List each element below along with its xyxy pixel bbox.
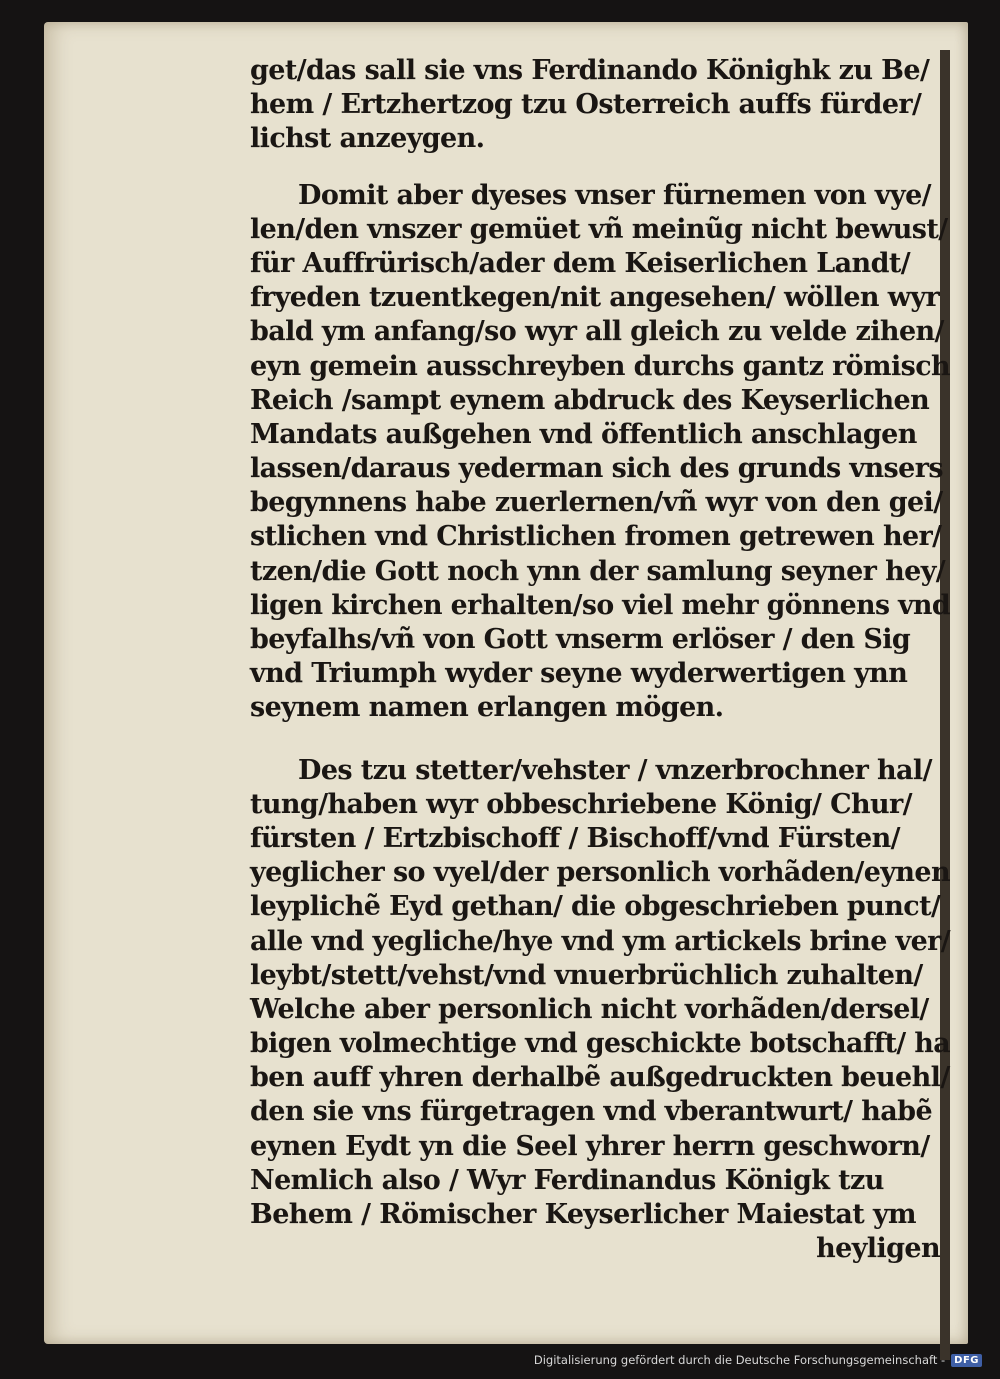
text-line: Domit aber dyeses vnser fürnemen von vye/ [298, 179, 931, 211]
text-line: Mandats außgehen vnd öffentlich anschlagen [250, 418, 917, 450]
text-line: ben auff yhren derhalbẽ außgedruckten beuehl/ [250, 1062, 950, 1094]
text-line: bigen volmechtige vnd geschickte botschafft/ ha [250, 1028, 950, 1060]
text-line: alle vnd yegliche/hye vnd ym artickels brine ver/ [250, 925, 950, 957]
text-line: beyfalhs/vñ von Gott vnserm erlöser / den Sig [250, 624, 911, 655]
text-line: für Auffrürisch/ader dem Keiserlichen Landt/ [250, 247, 910, 279]
text-line: tung/haben wyr obbeschriebene König/ Chur/ [250, 788, 912, 820]
text-line: Nemlich also / Wyr Ferdinandus Königk tzu [250, 1164, 884, 1196]
text-line: leyplichẽ Eyd gethan/ die obgeschrieben punct/ [250, 891, 941, 923]
text-line: Des tzu stetter/vehster / vnzerbrochner hal/ [298, 754, 932, 786]
text-line: get/das sall sie vns Ferdinando Könighk zu Be/ [250, 55, 930, 86]
text-line: eynen Eydt yn die Seel yhrer herrn geschworn/ [250, 1130, 930, 1162]
page-text [250, 54, 950, 1266]
paragraph-1 [250, 54, 950, 157]
catchword: heyligen [816, 1233, 940, 1265]
text-line: hem / Ertzhertzog tzu Osterreich auffs fürder/ [250, 89, 922, 121]
digitization-footer [534, 1349, 982, 1371]
dfg-logo: DFG [951, 1354, 982, 1367]
text-line: begynnens habe zuerlernen/vñ wyr von den gei/ [250, 487, 943, 519]
paragraph-3 [250, 754, 950, 1267]
text-line: lichst anzeygen. [250, 123, 485, 155]
text-line: fürsten / Ertzbischoff / Bischoff/vnd Fürsten/ [250, 822, 900, 854]
text-line: stlichen vnd Christlichen fromen getrewen her/ [250, 521, 942, 553]
text-line: vnd Triumph wyder seyne wyderwertigen ynn [250, 658, 908, 690]
text-line: seynem namen erlangen mögen. [250, 692, 724, 724]
text-line: len/den vnszer gemüet vñ meinũg nicht bewust/ [250, 213, 948, 245]
text-line: Welche aber personlich nicht vorhãden/dersel/ [250, 993, 929, 1025]
text-line: Behem / Römischer Keyserlicher Maiestat ym [250, 1199, 917, 1230]
paragraph-2 [250, 179, 950, 726]
footer-credit: Digitalisierung gefördert durch die Deutsche Forschungsgemeinschaft - [533, 1353, 946, 1367]
text-line: eyn gemein ausschreyben durchs gantz römisch [250, 350, 950, 382]
text-line: fryeden tzuentkegen/nit angesehen/ wöllen wyr [250, 282, 940, 314]
text-line: tzen/die Gott noch ynn der samlung seyner hey/ [250, 555, 946, 587]
text-line: lassen/daraus yederman sich des grunds vnsers [250, 453, 943, 485]
text-line: den sie vns fürgetragen vnd vberantwurt/ habẽ [250, 1096, 933, 1128]
text-line: Reich /sampt eynem abdruck des Keyserlichen [250, 384, 930, 416]
text-line: ligen kirchen erhalten/so viel mehr gönnens vnd [250, 589, 950, 621]
text-line: bald ym anfang/so wyr all gleich zu velde zihen/ [250, 316, 944, 348]
text-line: yeglicher so vyel/der personlich vorhãden/eynen [250, 857, 950, 889]
text-line: leybt/stett/vehst/vnd vnuerbrüchlich zuhalten/ [250, 959, 923, 991]
